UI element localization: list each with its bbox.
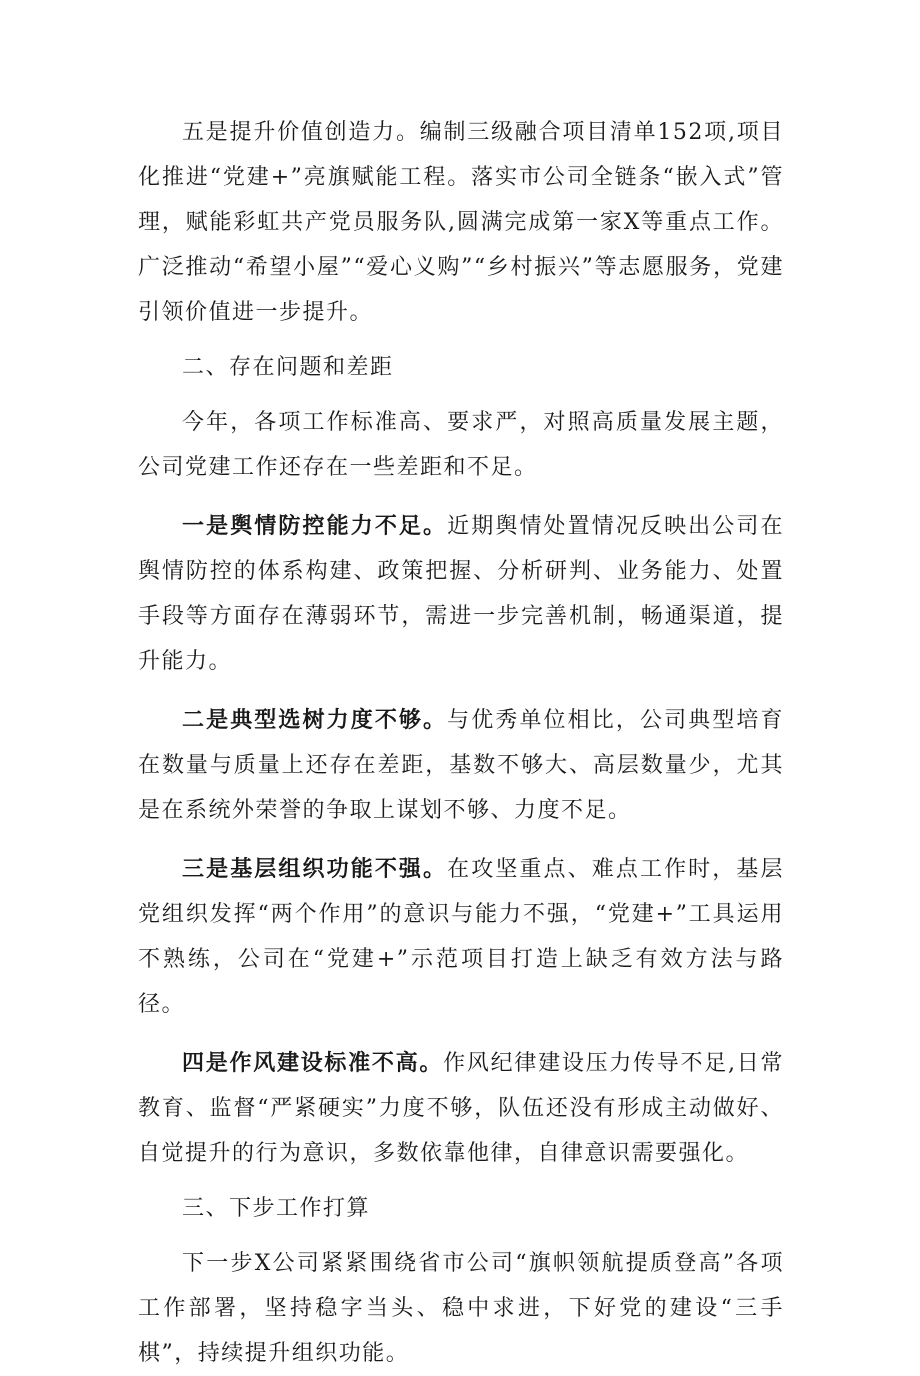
paragraph-problems-intro: 今年，各项工作标准高、要求严，对照高质量发展主题，公司党建工作还存在一些差距和不足。 bbox=[138, 410, 784, 480]
paragraph-next-steps-intro: 下一步X公司紧紧围绕省市公司“旗帜领航提质登高”各项工作部署，坚持稳字当头、稳中求进，下好党的建设“三手棋”，持续提升组织功能。 bbox=[138, 1251, 784, 1366]
paragraph-issue-4 bbox=[138, 1041, 784, 1176]
paragraph-value-creation: 五是提升价值创造力。编制三级融合项目清单152项,项目化推进“党建+”亮旗赋能工程。落实市公司全链条“嵌入式”管理，赋能彩虹共产党员服务队,圆满完成第一家X等重点工作。广泛推动“希望小屋”“爱心义购”“乡村振兴”等志愿服务，党建引领价值进一步提升。 bbox=[138, 120, 784, 325]
section-heading-problems: 二、存在问题和差距 bbox=[182, 355, 394, 380]
issue-3-body: 在攻坚重点、难点工作时，基层党组织发挥“两个作用”的意识与能力不强，“党建+”工具运用不熟练，公司在“党建+”示范项目打造上缺乏有效方法与路径。 bbox=[138, 857, 784, 1017]
issue-1-body: 近期舆情处置情况反映出公司在舆情防控的体系构建、政策把握、分析研判、业务能力、处置手段等方面存在薄弱环节，需进一步完善机制，畅通渠道，提升能力。 bbox=[138, 514, 784, 674]
paragraph-issue-2 bbox=[138, 698, 784, 833]
paragraph-issue-1 bbox=[138, 504, 784, 684]
issue-2-body: 与优秀单位相比，公司典型培育在数量与质量上还存在差距，基数不够大、高层数量少，尤其是在系统外荣誉的争取上谋划不够、力度不足。 bbox=[138, 708, 784, 823]
issue-4-body: 作风纪律建设压力传导不足,日常教育、监督“严紧硬实”力度不够，队伍还没有形成主动做好、自觉提升的行为意识，多数依靠他律，自律意识需要强化。 bbox=[138, 1051, 784, 1166]
issue-1-lead: 一是舆情防控能力不足。 bbox=[182, 513, 448, 539]
document-body bbox=[138, 110, 784, 1376]
issue-2-lead: 二是典型选树力度不够。 bbox=[182, 707, 448, 733]
paragraph-issue-3 bbox=[138, 847, 784, 1027]
section-heading-next-steps: 三、下步工作打算 bbox=[182, 1196, 371, 1221]
issue-3-lead: 三是基层组织功能不强。 bbox=[182, 856, 448, 882]
issue-4-lead: 四是作风建设标准不高。 bbox=[182, 1050, 444, 1076]
